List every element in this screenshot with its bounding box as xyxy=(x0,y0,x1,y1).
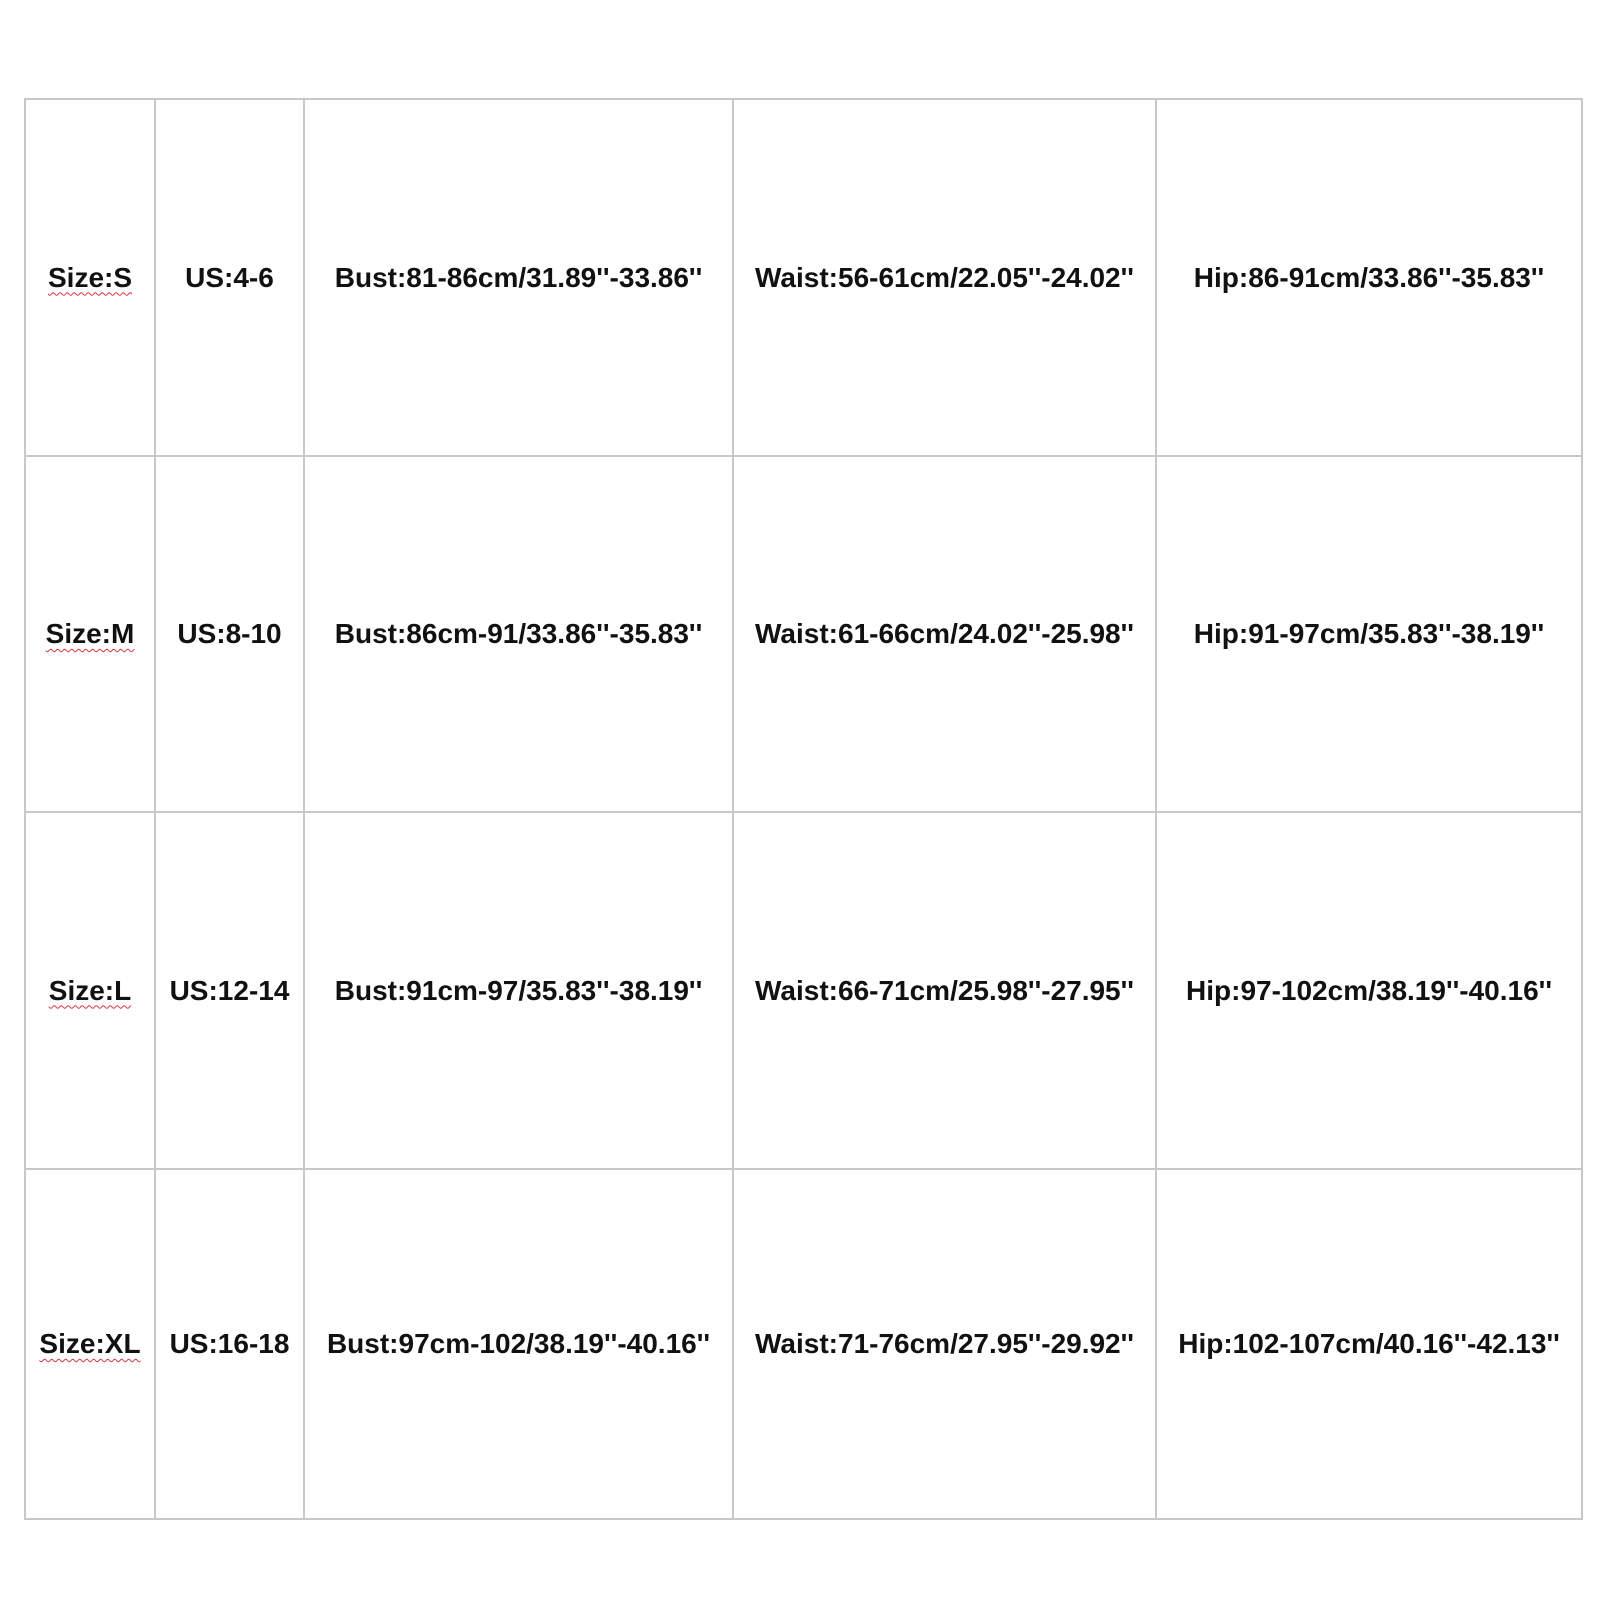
bust-cell: Bust:91cm-97/35.83''-38.19'' xyxy=(304,812,733,1169)
waist-cell: Waist:56-61cm/22.05''-24.02'' xyxy=(733,99,1156,456)
hip-cell: Hip:97-102cm/38.19''-40.16'' xyxy=(1156,812,1582,1169)
bust-cell: Bust:86cm-91/33.86''-35.83'' xyxy=(304,456,733,812)
table-row-s xyxy=(25,99,1582,456)
size-cell xyxy=(25,1169,155,1519)
hip-cell: Hip:102-107cm/40.16''-42.13'' xyxy=(1156,1169,1582,1519)
table-row-l xyxy=(25,812,1582,1169)
waist-cell: Waist:71-76cm/27.95''-29.92'' xyxy=(733,1169,1156,1519)
waist-cell: Waist:61-66cm/24.02''-25.98'' xyxy=(733,456,1156,812)
us-size-cell: US:16-18 xyxy=(155,1169,304,1519)
us-size-cell: US:12-14 xyxy=(155,812,304,1169)
hip-cell: Hip:91-97cm/35.83''-38.19'' xyxy=(1156,456,1582,812)
size-cell xyxy=(25,456,155,812)
waist-cell: Waist:66-71cm/25.98''-27.95'' xyxy=(733,812,1156,1169)
size-label: Size:S xyxy=(47,261,133,293)
us-size-cell: US:4-6 xyxy=(155,99,304,456)
hip-cell: Hip:86-91cm/33.86''-35.83'' xyxy=(1156,99,1582,456)
size-chart-table xyxy=(24,98,1583,1520)
table-row-m xyxy=(25,456,1582,812)
bust-cell: Bust:81-86cm/31.89''-33.86'' xyxy=(304,99,733,456)
size-label: Size:XL xyxy=(39,1328,141,1359)
size-cell xyxy=(25,812,155,1169)
table-row-xl xyxy=(25,1169,1582,1519)
size-cell xyxy=(25,99,155,456)
size-label: Size:M xyxy=(45,618,135,649)
bust-cell: Bust:97cm-102/38.19''-40.16'' xyxy=(304,1169,733,1519)
size-label: Size:L xyxy=(48,974,132,1006)
us-size-cell: US:8-10 xyxy=(155,456,304,812)
